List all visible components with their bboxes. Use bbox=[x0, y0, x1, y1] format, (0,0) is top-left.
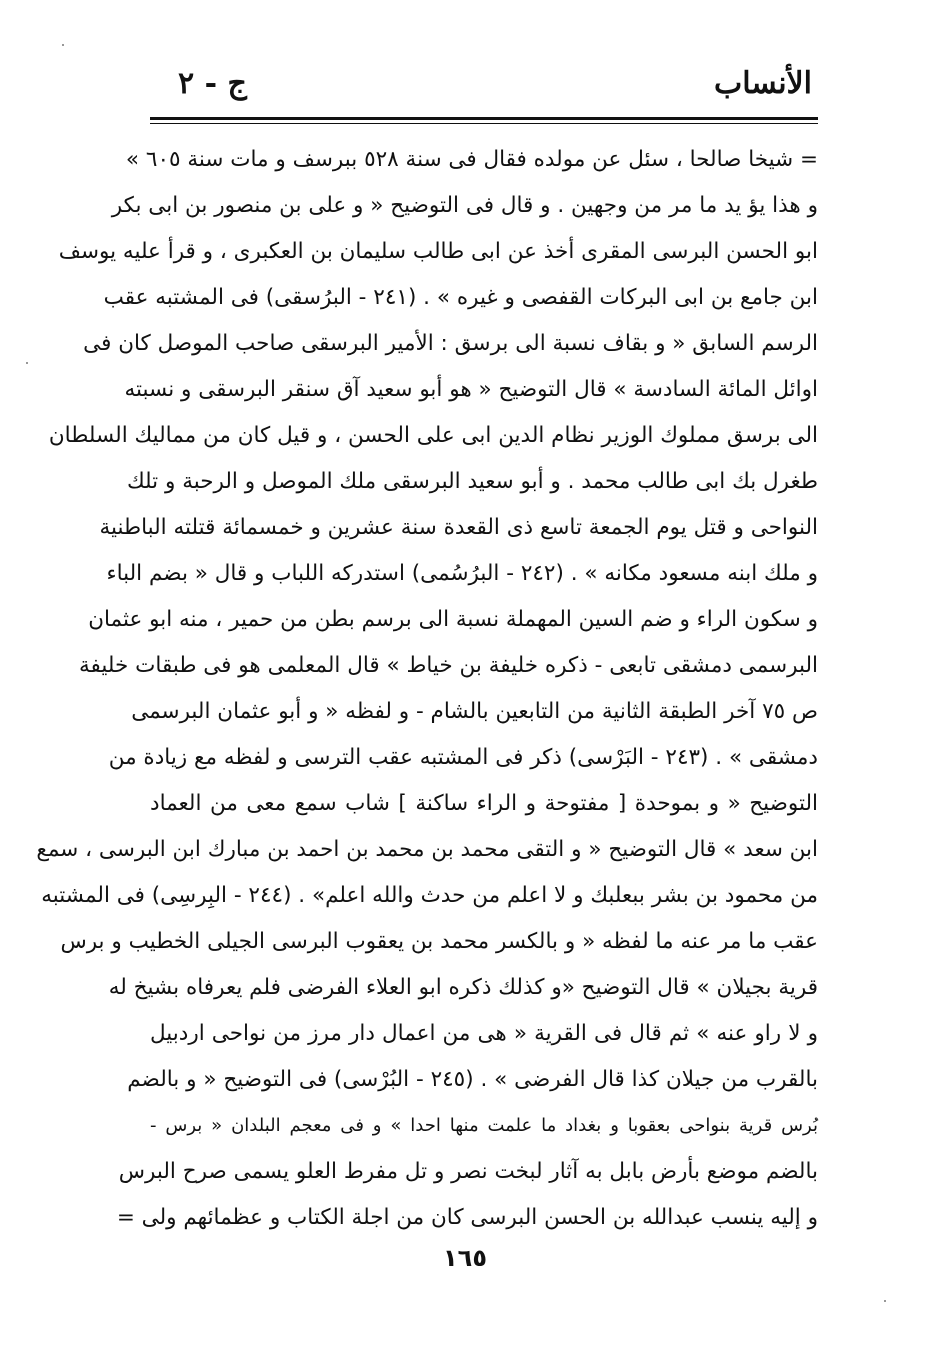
text-line: و لا راو عنه » ثم قال فى القرية « هى من اعمال دار مرز من نواحى اردبيل bbox=[150, 1021, 818, 1046]
header-rule-thin bbox=[150, 123, 818, 124]
body-text bbox=[36, 140, 818, 1244]
text-line: الى برسق مملوك الوزير نظام الدين ابى على الحسن ، و قيل كان من مماليك السلطان bbox=[48, 423, 818, 448]
text-line: دمشقى » . (٢٤٣ - البَرْسى) ذكر فى المشتبه عقب الترسى و لفظه مع زيادة من bbox=[108, 745, 818, 770]
text-line: قرية بجيلان » قال التوضيح «و كذلك ذكره ابو العلاء الفرضى فلم يعرفاه بشيخ له bbox=[108, 975, 818, 1000]
text-line: من محمود بن بشر ببعلبك و لا اعلم من حدث والله اعلم» . (٢٤٤ - البِرسِى) فى المشتبه bbox=[41, 883, 818, 908]
text-line: و ملك ابنه مسعود مكانه » . (٢٤٢ - البرُسُمى) استدركه اللباب و قال « بضم الباء bbox=[106, 561, 818, 586]
text-line: و إليه ينسب عبدالله بن الحسن البرسى كان من اجلة الكتاب و عظمائهم ولى = bbox=[116, 1205, 818, 1230]
text-line: طغرل بك ابى طالب محمد . و أبو سعيد البرسقى ملك الموصل و الرحبة و تلك bbox=[126, 469, 818, 494]
text-line: ص ٧٥ آخر الطبقة الثانية من التابعين بالشام - و لفظه « و أبو عثمان البرسمى bbox=[131, 699, 818, 724]
scan-speck bbox=[62, 44, 64, 46]
text-line: البرسمى دمشقى تابعى - ذكره خليفة بن خياط » قال المعلمى هو فى طبقات خليفة bbox=[79, 653, 818, 678]
scan-speck bbox=[884, 1300, 886, 1302]
text-line: و هذا يؤ يد ما مر من وجهين . و قال فى التوضيح « و على بن منصور بن ابى بكر bbox=[111, 193, 818, 218]
text-line: بالضم موضع بأرض بابل به آثار لبخت نصر و تل مفرط العلو يسمى صرح البرس bbox=[118, 1159, 818, 1184]
volume-indicator: ج - ٢ bbox=[178, 66, 247, 101]
text-line: و سكون الراء و ضم السين المهملة نسبة الى برسم بطن من حمير ، منه ابو عثمان bbox=[88, 607, 818, 632]
text-line: بُرس قرية بنواحى بعقوبا و بغداد ما علمت منها احدا » و فى معجم البلدان « برس - bbox=[150, 1115, 818, 1136]
running-title: الأنساب bbox=[714, 66, 812, 101]
page-header bbox=[150, 62, 812, 112]
text-line: ابن سعد » قال التوضيح « و التقى محمد بن محمد بن احمد بن مبارك ابن البرسى ، سمع bbox=[36, 837, 818, 862]
text-line: النواحى و قتل يوم الجمعة تاسع ذى القعدة سنة عشرين و خمسمائة قتلته الباطنية bbox=[99, 515, 818, 540]
scan-speck bbox=[26, 362, 28, 364]
page-number: ١٦٥ bbox=[443, 1244, 487, 1272]
text-line: ابو الحسن البرسى المقرى أخذ عن ابى طالب سليمان بن العكبرى ، و قرأ عليه يوسف bbox=[58, 239, 818, 264]
text-line: اوائل المائة السادسة » قال التوضيح « هو أبو سعيد آق سنقر البرسقى و نسبته bbox=[124, 377, 818, 402]
text-line: ابن جامع بن ابى البركات القفصى و غيره » . (٢٤١ - البرُسقى) فى المشتبه عقب bbox=[103, 285, 818, 310]
text-line: = شيخا صالحا ، سئل عن مولده فقال فى سنة ٥٢٨ ببرسف و مات سنة ٦٠٥ » bbox=[125, 147, 818, 172]
text-line: الرسم السابق « و بقاف نسبة الى برسق : الأمير البرسقى صاحب الموصل كان فى bbox=[83, 331, 818, 356]
text-line: التوضيح « و بموحدة [ مفتوحة و الراء ساكنة ] شاب سمع معى من العماد bbox=[150, 791, 818, 816]
header-rule-thick bbox=[150, 117, 818, 120]
text-line: بالقرب من جيلان كذا قال الفرضى » . (٢٤٥ - البُرْسى) فى التوضيح « و بالضم bbox=[127, 1067, 818, 1092]
text-line: عقب ما مر عنه ما لفظه « و بالكسر محمد بن يعقوب البرسى الجيلى الخطيب و برس bbox=[60, 929, 818, 954]
